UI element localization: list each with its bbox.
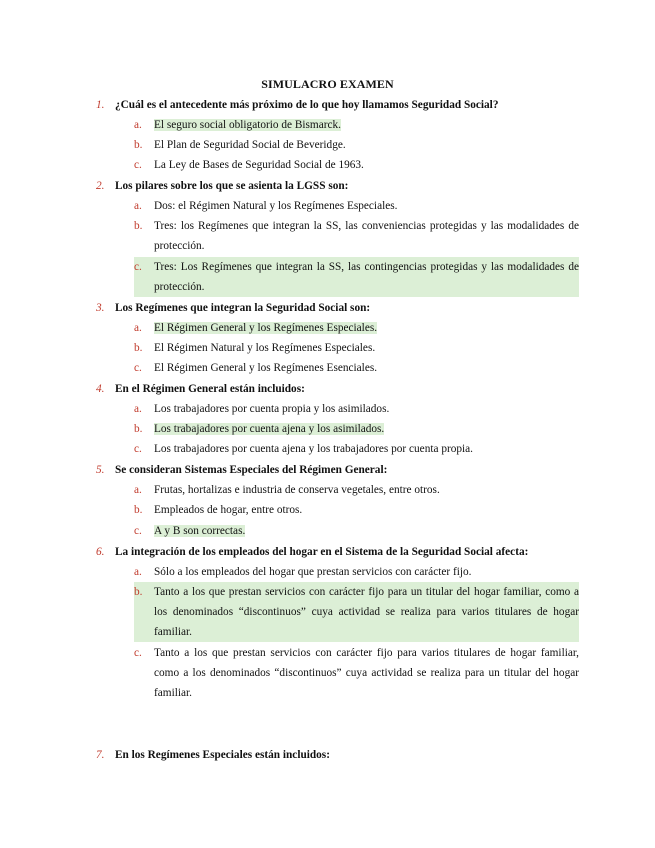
option-3b: [134, 338, 579, 358]
option-6c: [134, 643, 579, 703]
option-6a: [134, 562, 579, 582]
option-letter: b.: [134, 504, 143, 516]
question-text: Los Regímenes que integran la Seguridad Social son:: [115, 302, 371, 314]
question-text: Se consideran Sistemas Especiales del Régimen General:: [115, 464, 388, 476]
option-text-correct: A y B son correctas.: [154, 525, 246, 537]
option-1c: [134, 155, 579, 175]
question-text: En los Regímenes Especiales están incluidos:: [115, 749, 330, 761]
question-7: [96, 748, 596, 762]
question-1: [96, 98, 596, 112]
option-3a: [134, 318, 579, 338]
question-text: La integración de los empleados del hogar en el Sistema de la Seguridad Social afecta:: [115, 546, 529, 558]
question-text: Los pilares sobre los que se asienta la LGSS son:: [115, 180, 349, 192]
option-letter: c.: [134, 362, 142, 374]
question-number: 5.: [96, 464, 105, 476]
document-title: SIMULACRO EXAMEN: [261, 77, 394, 91]
option-text: Los trabajadores por cuenta ajena y los trabajadores por cuenta propia.: [154, 443, 474, 455]
question-number: 4.: [96, 383, 105, 395]
question-number: 7.: [96, 749, 105, 761]
option-text-correct: Los trabajadores por cuenta ajena y los asimilados.: [154, 423, 385, 435]
option-text-correct: Tres: Los Regímenes que integran la SS, las contingencias protegidas y las modalidades de protección.: [134, 257, 579, 297]
question-number: 3.: [96, 302, 105, 314]
option-text: El Régimen Natural y los Regímenes Especiales.: [154, 342, 376, 354]
option-1b: [134, 135, 579, 155]
option-2a: [134, 196, 579, 216]
option-1a: [134, 115, 579, 135]
option-letter: a.: [134, 119, 142, 131]
option-letter: a.: [134, 322, 142, 334]
option-text: Empleados de hogar, entre otros.: [154, 504, 303, 516]
option-4a: [134, 399, 579, 419]
option-3c: [134, 358, 579, 378]
option-text: El Régimen General y los Regímenes Esenciales.: [154, 362, 378, 374]
option-letter: b.: [134, 423, 143, 435]
question-text: ¿Cuál es el antecedente más próximo de lo que hoy llamamos Seguridad Social?: [115, 99, 499, 111]
question-2: [96, 179, 596, 193]
option-text: Tres: los Regímenes que integran la SS, las conveniencias protegidas y las modalidades de protección.: [154, 220, 579, 252]
option-letter: a.: [134, 403, 142, 415]
question-number: 1.: [96, 99, 105, 111]
question-number: 2.: [96, 180, 105, 192]
option-5b: [134, 500, 579, 520]
option-5c: [134, 521, 579, 541]
option-letter: c.: [134, 647, 142, 659]
option-text-correct: Tanto a los que prestan servicios con carácter fijo para un titular del hogar familiar, como a los denominados “discontinuos” cuya actividad se realiza para varios titulares de hogar familiar.: [134, 582, 579, 642]
option-text: El Plan de Seguridad Social de Beveridge.: [154, 139, 346, 151]
question-text: En el Régimen General están incluidos:: [115, 383, 305, 395]
option-letter: b.: [134, 342, 143, 354]
option-text: Sólo a los empleados del hogar que prestan servicios con carácter fijo.: [154, 566, 472, 578]
option-letter: a.: [134, 200, 142, 212]
option-text: Frutas, hortalizas e industria de conserva vegetales, entre otros.: [154, 484, 440, 496]
option-2c: [134, 257, 579, 297]
option-letter: c.: [134, 525, 142, 537]
option-text: Tanto a los que prestan servicios con carácter fijo para varios titulares de hogar familiar, como a los denominados “discontinuos” cuya actividad se realiza para un titular del hogar familiar.: [154, 647, 579, 699]
option-4c: [134, 439, 579, 459]
option-2b: [134, 216, 579, 256]
option-text: La Ley de Bases de Seguridad Social de 1963.: [154, 159, 364, 171]
option-letter: b.: [134, 586, 143, 598]
question-6: [96, 545, 596, 559]
option-6b: [134, 582, 579, 642]
question-5: [96, 463, 596, 477]
option-text-correct: El seguro social obligatorio de Bismarck.: [154, 119, 341, 131]
option-text: Dos: el Régimen Natural y los Regímenes Especiales.: [154, 200, 398, 212]
option-letter: c.: [134, 261, 142, 273]
option-5a: [134, 480, 579, 500]
option-4b: [134, 419, 579, 439]
option-letter: a.: [134, 484, 142, 496]
option-letter: b.: [134, 220, 143, 232]
option-letter: c.: [134, 443, 142, 455]
question-4: [96, 382, 596, 396]
question-number: 6.: [96, 546, 105, 558]
option-letter: b.: [134, 139, 143, 151]
option-text-correct: El Régimen General y los Regímenes Especiales.: [154, 322, 378, 334]
option-letter: a.: [134, 566, 142, 578]
question-3: [96, 301, 596, 315]
option-text: Los trabajadores por cuenta propia y los asimilados.: [154, 403, 390, 415]
option-letter: c.: [134, 159, 142, 171]
